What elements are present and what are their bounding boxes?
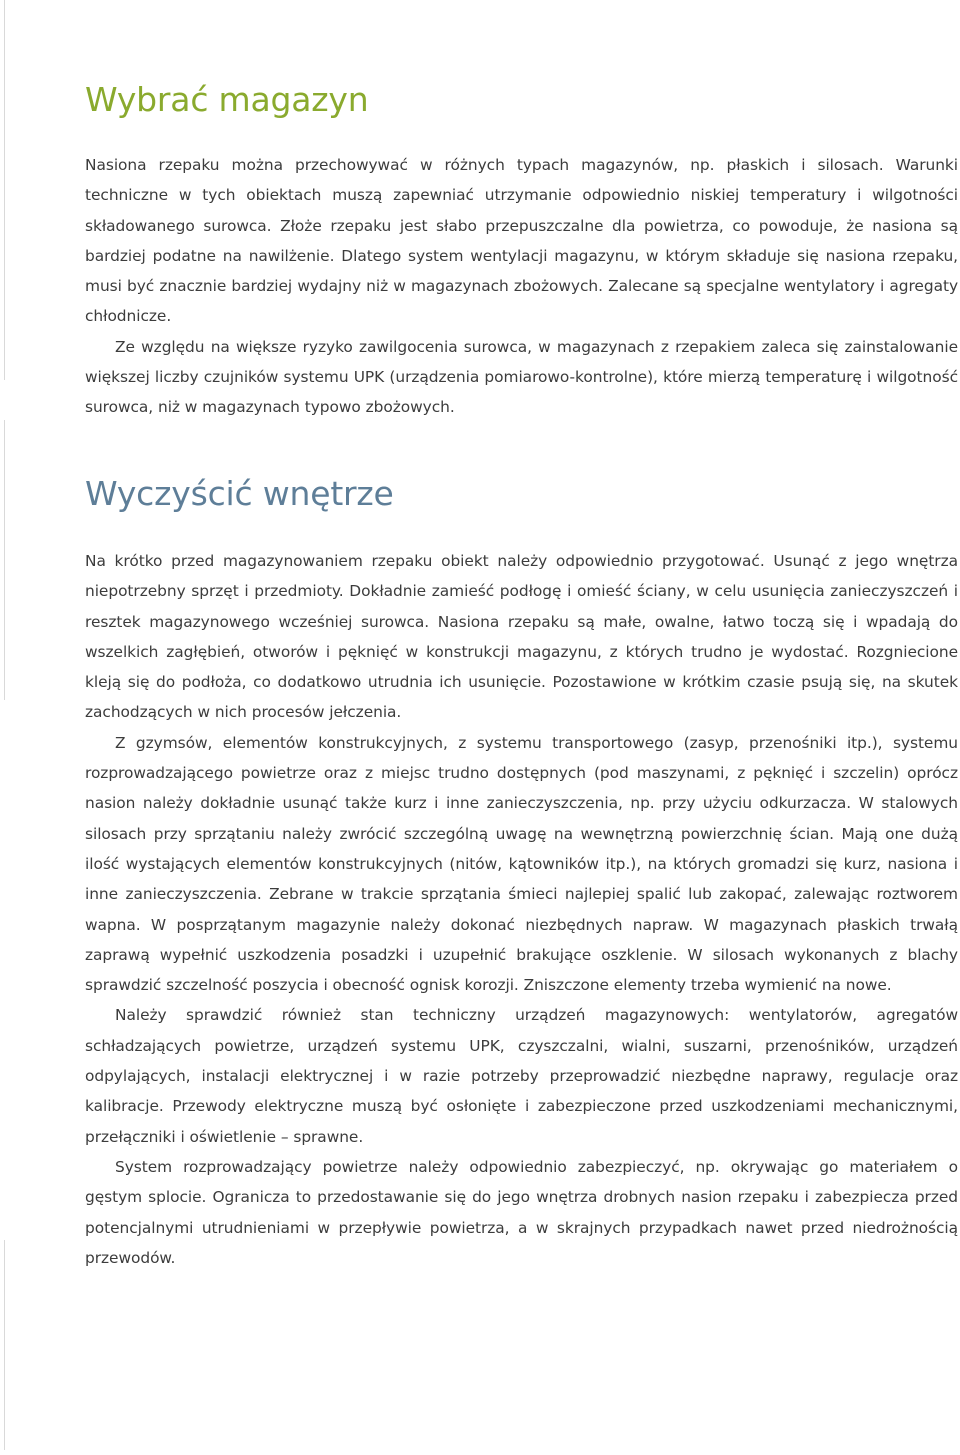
paragraph-prepare-facility: Na krótko przed magazynowaniem rzepaku obiekt należy odpowiednio przygotować. Usunąć z jego wnętrza niepotrzebny sprzęt i przedmioty. Dokładnie zamieść podłogę i omieść ściany, w celu usunięcia zanieczyszczeń i resztek magazynowego wcześniej surowca. Nasiona rzepaku są małe, owalne, łatwo toczą się i wpadają do wszelkich zagłębień, otworów i pęknięć w konstrukcji magazynu, z których trudno je wydostać. Rozgniecione kleją się do podłoża, co dodatkowo utrudnia ich usunięcie. Pozostawione w krótkim czasie psują się, na skutek zachodzących w nich procesów jełczenia.	[85, 552, 958, 722]
paragraph-remove-dust: Z gzymsów, elementów konstrukcyjnych, z systemu transportowego (zasyp, przenośniki itp.), systemu rozprowadzającego powietrze oraz z miejsc trudno dostępnych (pod maszynami, z pęknięć i szczelin) oprócz nasion należy dokładnie usunąć także kurz i inne zanieczyszczenia, np. przy użyciu odkurzacza. W stalowych silosach przy sprzątaniu należy zwrócić szczególną uwagę na wewnętrzną powierzchnię ścian. Mają one dużą ilość wystających elementów konstrukcyjnych (nitów, kątowników itp.), na których gromadzi się kurz, nasiona i inne zanieczyszczenia. Zebrane w trakcie sprzątania śmieci najlepiej spalić lub zakopać, zalewając roztworem wapna. W posprzątanym magazynie należy dokonać niezbędnych napraw. W magazynach płaskich trwałą zaprawą wypełnić uszkodzenia posadzki i uzupełnić brakujące oszklenie. W silosach wykonanych z blachy sprawdzić szczelność poszycia i obecność ognisk korozji. Zniszczone elementy trzeba wymienić na nowe.	[85, 733, 958, 995]
section-clean-interior	[85, 546, 958, 1273]
paragraph-storage-types: Nasiona rzepaku można przechowywać w różnych typach magazynów, np. płaskich i silosach. Warunki techniczne w tych obiektach muszą zapewniać utrzymanie odpowiednio niskiej temperatury i wilgotności składowanego surowca. Złoże rzepaku jest słabo przepuszczalne dla powietrza, co powoduje, że nasiona są bardziej podatne na nawilżenie. Dlatego system wentylacji magazynu, w którym składuje się nasiona rzepaku, musi być znacznie bardziej wydajny niż w magazynach zbożowych. Zalecane są specjalne wentylatory i agregaty chłodnicze.	[85, 156, 958, 326]
paragraph-upk-sensors: Ze względu na większe ryzyko zawilgocenia surowca, w magazynach z rzepakiem zaleca się zainstalowanie większej liczby czujników systemu UPK (urządzenia pomiarowo-kontrolne), które mierzą temperaturę i wilgotność surowca, niż w magazynach typowo zbożowych.	[85, 337, 958, 417]
page-edge-mark-top	[4, 0, 5, 380]
section-heading-clean-interior: Wyczyścić wnętrze	[85, 474, 394, 513]
page-edge-mark-bottom	[4, 1240, 5, 1450]
page-edge-mark-mid	[4, 420, 5, 700]
section-heading-choose-storage: Wybrać magazyn	[85, 80, 369, 119]
paragraph-protect-air-system: System rozprowadzający powietrze należy odpowiednio zabezpieczyć, np. okrywając go materiałem o gęstym splocie. Ogranicza to przedostawanie się do jego wnętrza drobnych nasion rzepaku i zabezpiecza przed potencjalnymi utrudnieniami w przepływie powietrza, a w skrajnych przypadkach nawet przed niedrożnością przewodów.	[85, 1157, 958, 1267]
section-choose-storage	[85, 150, 958, 423]
paragraph-check-equipment: Należy sprawdzić również stan techniczny urządzeń magazynowych: wentylatorów, agregatów schładzających powietrze, urządzeń systemu UPK, czyszczalni, wialni, suszarni, przenośników, urządzeń odpylających, instalacji elektrycznej i w razie potrzeby przeprowadzić niezbędne naprawy, regulacje oraz kalibracje. Przewody elektryczne muszą być osłonięte i zabezpieczone przed uszkodzeniami mechanicznymi, przełączniki i oświetlenie – sprawne.	[85, 1006, 958, 1146]
